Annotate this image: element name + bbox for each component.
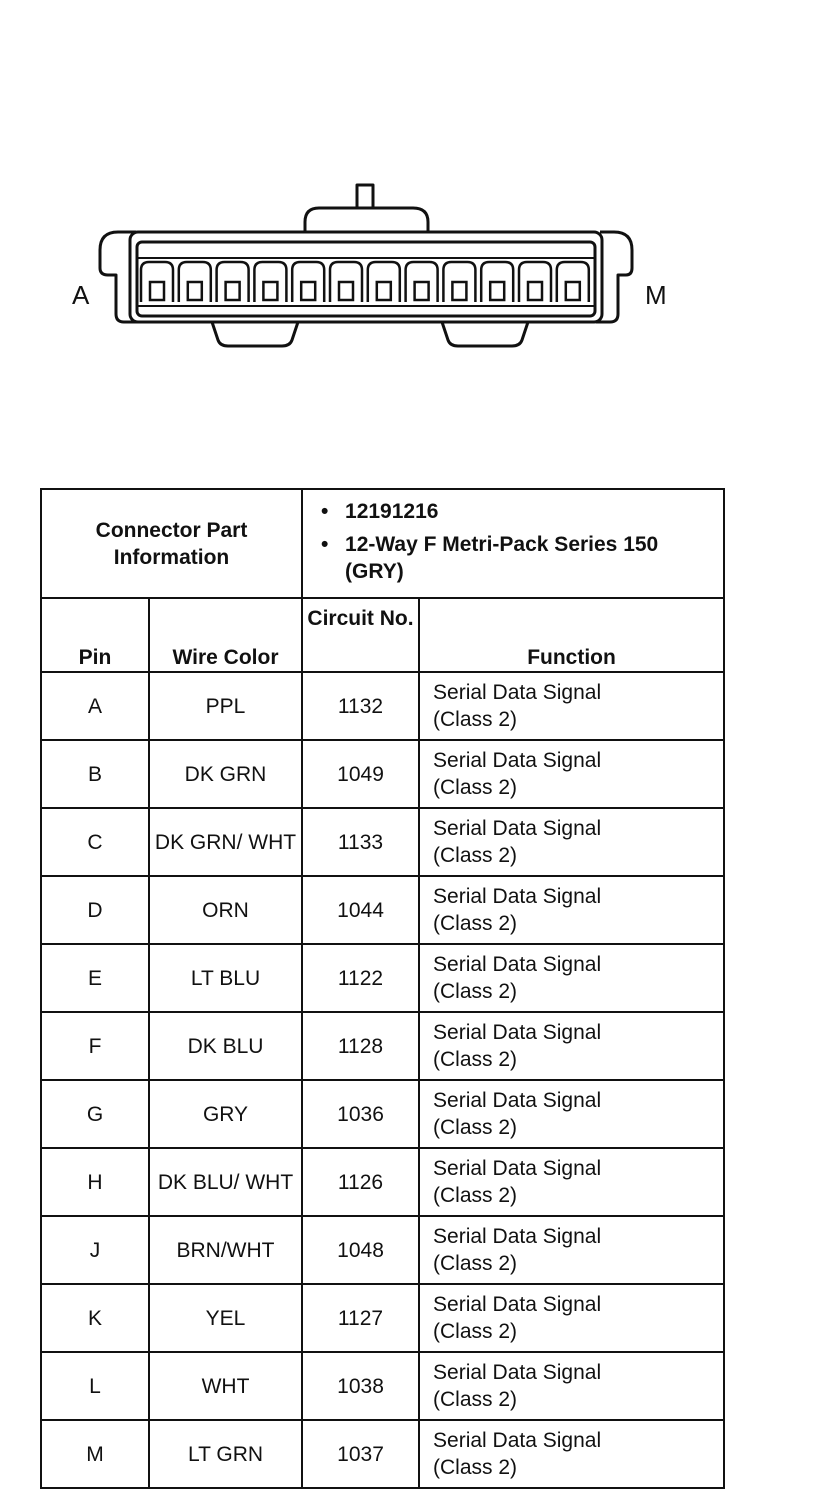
- function-line-2: (Class 2): [433, 1320, 518, 1343]
- pin-terminal: [490, 282, 504, 300]
- pin-cell: L: [41, 1352, 149, 1420]
- circuit-cell: 1044: [302, 876, 419, 944]
- wire-color-cell: DK GRN: [149, 740, 302, 808]
- pin-cell: H: [41, 1148, 149, 1216]
- function-line-2: (Class 2): [433, 912, 518, 935]
- pin-terminal: [263, 282, 277, 300]
- wire-color-cell: WHT: [149, 1352, 302, 1420]
- column-header-circuit-no: Circuit No.: [302, 598, 419, 672]
- function-line-1: Serial Data Signal: [433, 1157, 602, 1180]
- table-row: [41, 1284, 724, 1352]
- wire-color-cell: DK BLU/ WHT: [149, 1148, 302, 1216]
- function-cell: [419, 808, 724, 876]
- pin-cell: D: [41, 876, 149, 944]
- function-line-1: Serial Data Signal: [433, 1361, 602, 1384]
- circuit-cell: 1122: [302, 944, 419, 1012]
- function-line-1: Serial Data Signal: [433, 953, 602, 976]
- function-line-2: (Class 2): [433, 708, 518, 731]
- column-header-row: [41, 598, 724, 672]
- circuit-cell: 1127: [302, 1284, 419, 1352]
- function-line-1: Serial Data Signal: [433, 1021, 602, 1044]
- function-line-2: (Class 2): [433, 1184, 518, 1207]
- circuit-cell: 1128: [302, 1012, 419, 1080]
- pin-terminal: [566, 282, 580, 300]
- pin-cell: A: [41, 672, 149, 740]
- pin-terminal: [452, 282, 466, 300]
- function-line-1: Serial Data Signal: [433, 817, 602, 840]
- wire-color-cell: BRN/WHT: [149, 1216, 302, 1284]
- function-line-1: Serial Data Signal: [433, 1089, 602, 1112]
- pin-rows: [41, 672, 724, 1488]
- function-line-2: (Class 2): [433, 776, 518, 799]
- wire-color-cell: DK GRN/ WHT: [149, 808, 302, 876]
- connector-info-row: [41, 489, 724, 598]
- function-line-2: (Class 2): [433, 1388, 518, 1411]
- column-header-function: Function: [419, 598, 724, 672]
- end-label-a: A: [72, 280, 90, 310]
- function-line-1: Serial Data Signal: [433, 1293, 602, 1316]
- table-row: [41, 1420, 724, 1488]
- table-row: [41, 1012, 724, 1080]
- connector-info-details: [302, 489, 724, 598]
- function-cell: [419, 740, 724, 808]
- pin-cell: B: [41, 740, 149, 808]
- pin-terminal: [226, 282, 240, 300]
- connector-drawing: [0, 0, 816, 420]
- circuit-cell: 1037: [302, 1420, 419, 1488]
- circuit-cell: 1038: [302, 1352, 419, 1420]
- pin-cell: F: [41, 1012, 149, 1080]
- function-line-2: (Class 2): [433, 1252, 518, 1275]
- function-cell: [419, 876, 724, 944]
- pin-terminal: [339, 282, 353, 300]
- function-line-2: (Class 2): [433, 1456, 518, 1479]
- wire-color-cell: GRY: [149, 1080, 302, 1148]
- function-cell: [419, 944, 724, 1012]
- function-cell: [419, 1012, 724, 1080]
- function-line-1: Serial Data Signal: [433, 1225, 602, 1248]
- wire-color-cell: LT GRN: [149, 1420, 302, 1488]
- pin-cell: C: [41, 808, 149, 876]
- function-cell: [419, 1080, 724, 1148]
- function-line-1: Serial Data Signal: [433, 681, 602, 704]
- function-cell: [419, 1148, 724, 1216]
- connector-info-label: Connector Part Information: [41, 489, 302, 598]
- table-row: [41, 1216, 724, 1284]
- table-row: [41, 808, 724, 876]
- function-cell: [419, 672, 724, 740]
- circuit-cell: 1133: [302, 808, 419, 876]
- circuit-cell: 1048: [302, 1216, 419, 1284]
- pin-cell: G: [41, 1080, 149, 1148]
- circuit-cell: 1126: [302, 1148, 419, 1216]
- circuit-cell: 1036: [302, 1080, 419, 1148]
- pin-cell: M: [41, 1420, 149, 1488]
- function-line-1: Serial Data Signal: [433, 885, 602, 908]
- function-cell: [419, 1284, 724, 1352]
- table-row: [41, 876, 724, 944]
- connector-diagram: [0, 0, 816, 420]
- table-row: [41, 1080, 724, 1148]
- table-row: [41, 740, 724, 808]
- pin-terminal: [301, 282, 315, 300]
- column-header-pin: Pin: [41, 598, 149, 672]
- pin-cell: K: [41, 1284, 149, 1352]
- pin-cell: E: [41, 944, 149, 1012]
- pin-terminal: [415, 282, 429, 300]
- pin-terminal: [150, 282, 164, 300]
- wire-color-cell: ORN: [149, 876, 302, 944]
- table-row: [41, 944, 724, 1012]
- function-line-2: (Class 2): [433, 980, 518, 1003]
- circuit-cell: 1049: [302, 740, 419, 808]
- end-label-m: M: [645, 280, 667, 310]
- function-line-1: Serial Data Signal: [433, 749, 602, 772]
- function-line-2: (Class 2): [433, 844, 518, 867]
- pin-terminal: [188, 282, 202, 300]
- pin-cell: J: [41, 1216, 149, 1284]
- part-number: • 12191216: [345, 498, 713, 525]
- wire-color-cell: PPL: [149, 672, 302, 740]
- function-cell: [419, 1216, 724, 1284]
- function-cell: [419, 1420, 724, 1488]
- column-header-wire-color: Wire Color: [149, 598, 302, 672]
- connector-pin-table: [40, 488, 725, 1489]
- function-line-2: (Class 2): [433, 1048, 518, 1071]
- table-row: [41, 1148, 724, 1216]
- wire-color-cell: LT BLU: [149, 944, 302, 1012]
- wire-color-cell: YEL: [149, 1284, 302, 1352]
- function-line-2: (Class 2): [433, 1116, 518, 1139]
- wire-color-cell: DK BLU: [149, 1012, 302, 1080]
- connector-type: • 12-Way F Metri-Pack Series 150 (GRY): [345, 531, 713, 585]
- table-row: [41, 672, 724, 740]
- function-line-1: Serial Data Signal: [433, 1429, 602, 1452]
- function-cell: [419, 1352, 724, 1420]
- table-row: [41, 1352, 724, 1420]
- pin-terminal: [377, 282, 391, 300]
- circuit-cell: 1132: [302, 672, 419, 740]
- pin-terminal: [528, 282, 542, 300]
